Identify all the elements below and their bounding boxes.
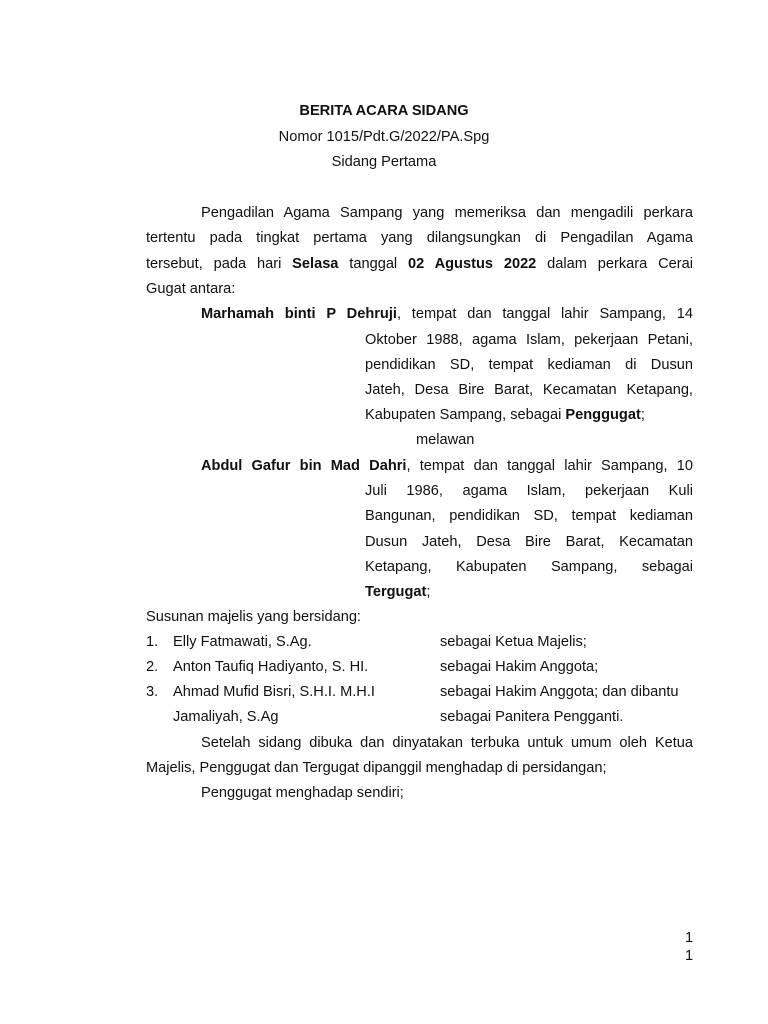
member-number: 2.: [146, 659, 159, 675]
member-role: sebagai Hakim Anggota;: [440, 659, 599, 675]
session-label: Sidang Pertama: [331, 154, 437, 170]
intro-line-2: tertentu pada tingkat pertama yang dilangsungkan di Pengadilan Agama: [146, 230, 693, 246]
intro-line-1: Pengadilan Agama Sampang yang memeriksa dan mengadili perkara: [201, 205, 693, 221]
defendant-line-5: Ketapang, Kabupaten Sampang, sebagai: [365, 559, 693, 575]
document-title: BERITA ACARA SIDANG: [299, 103, 469, 119]
intro-line-3: tersebut, pada hari Selasa tanggal 02 Agustus 2022 dalam perkara Cerai: [146, 256, 693, 272]
defendant-line-3: Bangunan, pendidikan SD, tempat kediaman: [365, 508, 693, 524]
member-number: 1.: [146, 634, 159, 650]
closing-line-2: Majelis, Penggugat dan Tergugat dipanggil menghadap di persidangan;: [146, 760, 607, 776]
page-number: 1: [685, 930, 694, 946]
versus-label: melawan: [416, 432, 475, 448]
member-number: 3.: [146, 684, 159, 700]
plaintiff-line-5: Kabupaten Sampang, sebagai Penggugat;: [365, 407, 645, 423]
member-name: Ahmad Mufid Bisri, S.H.I. M.H.I: [173, 684, 375, 700]
defendant-line-2: Juli 1986, agama Islam, pekerjaan Kuli: [365, 483, 693, 499]
clerk-role: sebagai Panitera Pengganti.: [440, 709, 624, 725]
member-name: Elly Fatmawati, S.Ag.: [173, 634, 312, 650]
clerk-name: Jamaliyah, S.Ag: [173, 709, 279, 725]
panel-heading: Susunan majelis yang bersidang:: [146, 609, 361, 625]
case-number: Nomor 1015/Pdt.G/2022/PA.Spg: [278, 129, 490, 145]
member-role: sebagai Ketua Majelis;: [440, 634, 587, 650]
member-role: sebagai Hakim Anggota; dan dibantu: [440, 684, 679, 700]
member-name: Anton Taufiq Hadiyanto, S. HI.: [173, 659, 369, 675]
plaintiff-role: Penggugat: [565, 407, 641, 423]
plaintiff-line-3: pendidikan SD, tempat kediaman di Dusun: [365, 357, 693, 373]
closing-line-3: Penggugat menghadap sendiri;: [201, 785, 404, 801]
intro-line-4: Gugat antara:: [146, 281, 236, 297]
defendant-line-1: Abdul Gafur bin Mad Dahri, tempat dan tanggal lahir Sampang, 10: [201, 458, 693, 474]
closing-line-1: Setelah sidang dibuka dan dinyatakan terbuka untuk umum oleh Ketua: [201, 735, 693, 751]
plaintiff-name: Marhamah binti P Dehruji: [201, 306, 397, 322]
plaintiff-line-2: Oktober 1988, agama Islam, pekerjaan Petani,: [365, 332, 693, 348]
defendant-line-4: Dusun Jateh, Desa Bire Barat, Kecamatan: [365, 534, 693, 550]
defendant-name: Abdul Gafur bin Mad Dahri: [201, 458, 407, 474]
page-number-total: 1: [685, 948, 694, 964]
defendant-line-6: Tergugat;: [365, 584, 431, 600]
plaintiff-line-1: Marhamah binti P Dehruji, tempat dan tanggal lahir Sampang, 14: [201, 306, 694, 322]
defendant-role: Tergugat: [365, 584, 427, 600]
plaintiff-line-4: Jateh, Desa Bire Barat, Kecamatan Ketapang,: [365, 382, 693, 398]
